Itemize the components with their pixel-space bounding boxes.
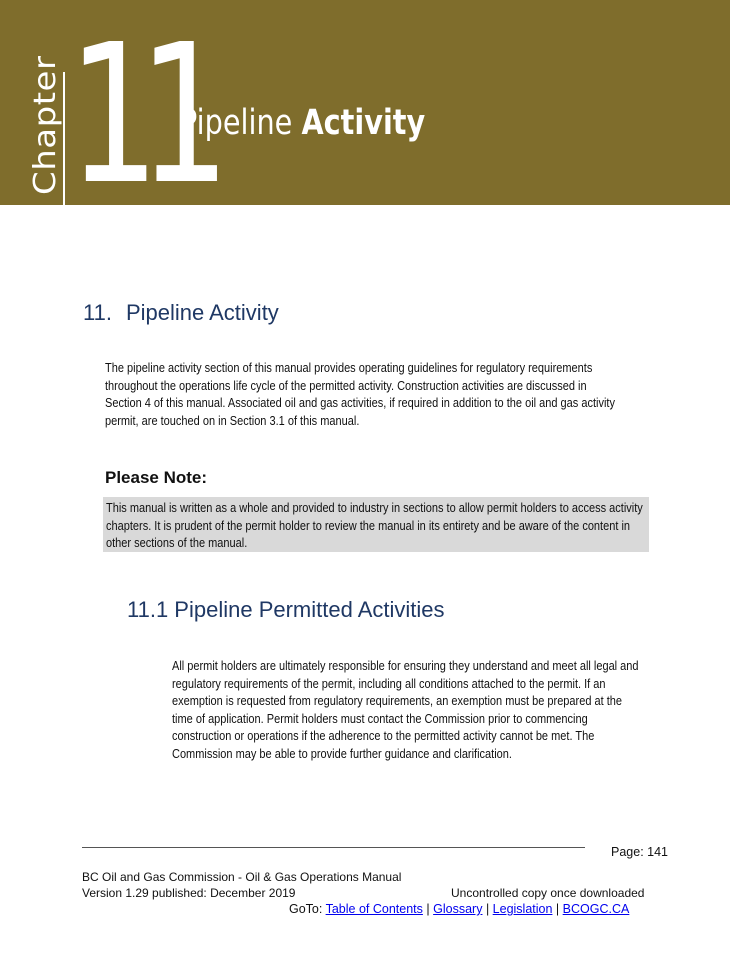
section-11-1-paragraph: All permit holders are ultimately responsible for ensuring they understand and meet all legal and regulatory requirements of the permit, including all conditions attached to the permit. If an exemption is requested from regulatory requirements, an exemption must be prepared at the time of application. Permit holders must contact the Commission prior to commencing construction or operations if the adherence to the permitted activity cannot be met. The Commission may be able to provide further guidance and clarification. [172, 659, 639, 761]
page-number: Page: 141 [611, 845, 668, 859]
footer-org: BC Oil and Gas Commission - Oil & Gas Operations Manual [82, 870, 402, 884]
link-separator: | [555, 902, 560, 916]
link-separator: | [485, 902, 490, 916]
footer-version: Version 1.29 published: December 2019 [82, 886, 296, 900]
section-heading-11-1: 11.1 Pipeline Permitted Activities [127, 597, 445, 622]
link-table-of-contents[interactable]: Table of Contents [325, 902, 423, 916]
chapter-banner [0, 0, 730, 205]
chapter-number: 11 [68, 4, 210, 205]
section-title: Pipeline Activity [125, 300, 279, 325]
note-heading: Please Note: [105, 468, 208, 487]
chapter-title [180, 103, 425, 143]
goto-label: GoTo: [289, 902, 323, 916]
section-heading-11 [83, 300, 279, 326]
link-legislation[interactable]: Legislation [492, 902, 553, 916]
intro-paragraph: The pipeline activity section of this manual provides operating guidelines for regulatory requirements throughout the operations life cycle of the permitted activity. Construction activities are discussed in Section 4 of this manual. Associated oil and gas activities, if required in addition to the oil and gas activity permit, are touched on in Section 3.1 of this manual. [105, 361, 615, 428]
footer-divider [82, 847, 585, 848]
link-bcogc[interactable]: BCOGC.CA [562, 902, 630, 916]
link-separator: | [426, 902, 430, 916]
chapter-word: Chapter [27, 55, 63, 195]
banner-divider [63, 72, 65, 205]
link-glossary[interactable]: Glossary [433, 902, 483, 916]
footer-uncontrolled: Uncontrolled copy once downloaded [451, 886, 645, 900]
note-paragraph: This manual is written as a whole and provided to industry in sections to allow permit holders to access activity chapters. It is prudent of the permit holder to review the manual in its entirety and be aware of the content in other sections of the manual. [106, 501, 643, 550]
section-number: 11. [83, 300, 112, 325]
chapter-title-light: Pipeline [180, 103, 293, 143]
goto-nav [289, 902, 629, 916]
chapter-title-bold: Activity [301, 103, 426, 143]
